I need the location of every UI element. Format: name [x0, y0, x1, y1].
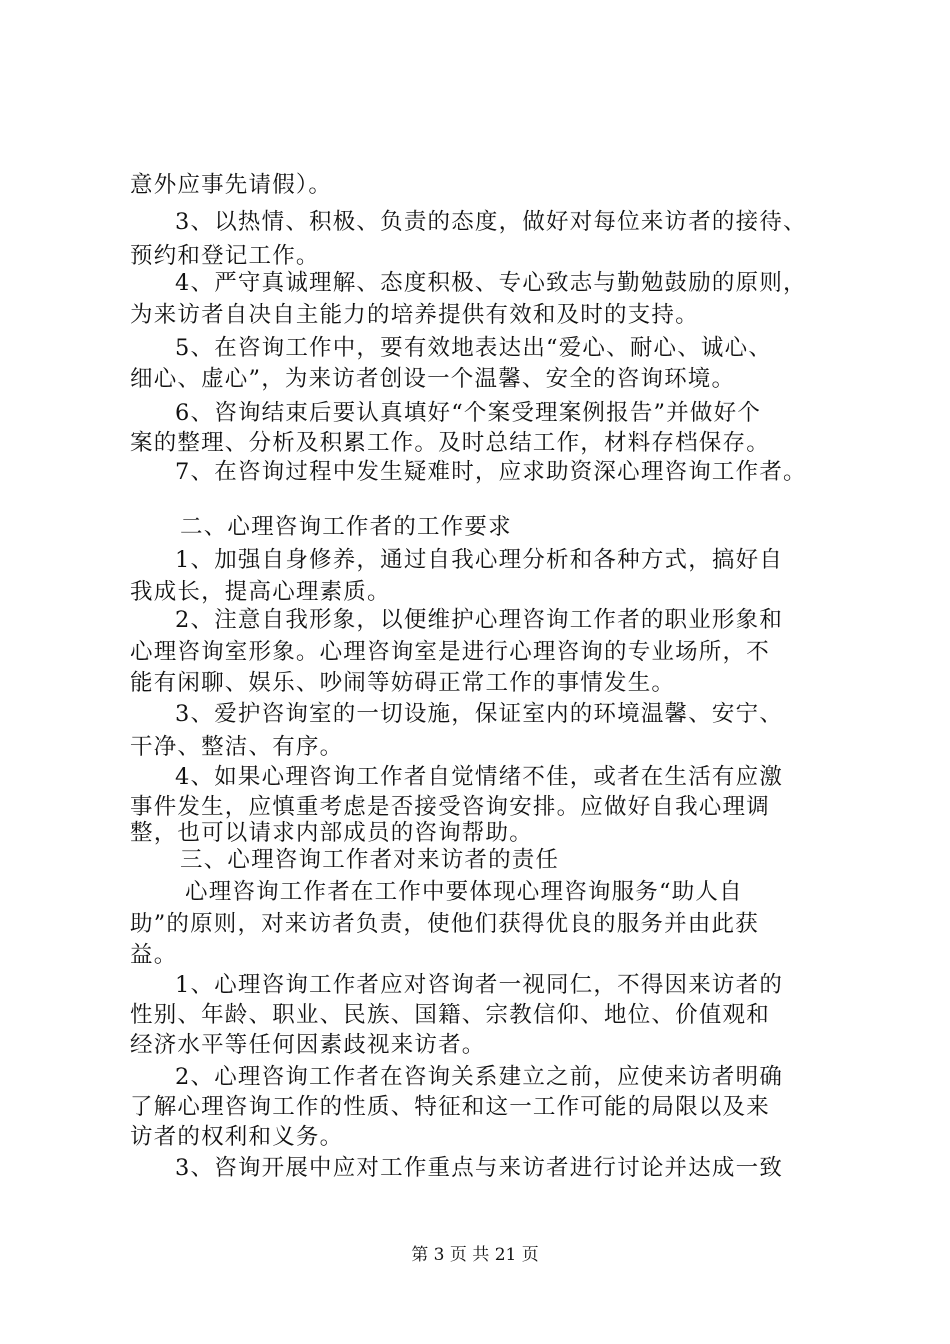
text-line: 2、注意自我形象，以便维护心理咨询工作者的职业形象和 [175, 607, 784, 633]
text-line: 心理咨询室形象。心理咨询室是进行心理咨询的专业场所，不 [130, 639, 770, 665]
text-line: 了解心理咨询工作的性质、特征和这一工作可能的局限以及来 [130, 1094, 770, 1120]
text-line: 干净、整洁、有序。 [130, 734, 344, 760]
text-line: 整，也可以请求内部成员的咨询帮助。 [130, 820, 533, 846]
text-line: 事件发生，应慎重考虑是否接受咨询安排。应做好自我心理调 [130, 794, 770, 820]
text-line: 7、在咨询过程中发生疑难时，应求助资深心理咨询工作者。 [175, 459, 807, 485]
text-line: 5、在咨询工作中，要有效地表达出“爱心、耐心、诚心、 [175, 335, 773, 361]
text-line: 4、严守真诚理解、态度积极、专心致志与勤勉鼓励的原则， [175, 270, 807, 296]
section-heading: 二、心理咨询工作者的工作要求 [180, 514, 512, 540]
text-line: 益。 [130, 942, 178, 968]
text-line: 心理咨询工作者在工作中要体现心理咨询服务“助人自 [185, 879, 743, 905]
text-line: 细心、虚心”，为来访者创设一个温馨、安全的咨询环境。 [130, 366, 736, 392]
text-line: 3、爱护咨询室的一切设施，保证室内的环境温馨、安宁、 [175, 701, 784, 727]
text-line: 能有闲聊、娱乐、吵闹等妨碍正常工作的事情发生。 [130, 670, 676, 696]
text-line: 2、心理咨询工作者在咨询关系建立之前，应使来访者明确 [175, 1064, 784, 1090]
section-heading: 三、心理咨询工作者对来访者的责任 [180, 847, 560, 873]
text-line: 我成长，提高心理素质。 [130, 579, 391, 605]
text-line: 经济水平等任何因素歧视来访者。 [130, 1032, 486, 1058]
text-line: 3、咨询开展中应对工作重点与来访者进行讨论并达成一致 [175, 1155, 784, 1181]
text-line: 预约和登记工作。 [130, 243, 320, 269]
text-line: 助”的原则，对来访者负责，使他们获得优良的服务并由此获 [130, 911, 759, 937]
text-line: 意外应事先请假）。 [130, 172, 333, 198]
text-line: 3、以热情、积极、负责的态度，做好对每位来访者的接待、 [175, 209, 807, 235]
text-line: 案的整理、分析及积累工作。及时总结工作，材料存档保存。 [130, 430, 770, 456]
text-line: 性别、年龄、职业、民族、国籍、宗教信仰、地位、价值观和 [130, 1002, 770, 1028]
text-line: 1、心理咨询工作者应对咨询者一视同仁，不得因来访者的 [175, 972, 784, 998]
text-line: 为来访者自决自主能力的培养提供有效和及时的支持。 [130, 302, 699, 328]
text-line: 访者的权利和义务。 [130, 1124, 344, 1150]
text-line: 1、加强自身修养，通过自我心理分析和各种方式，搞好自 [175, 547, 784, 573]
text-line: 4、如果心理咨询工作者自觉情绪不佳，或者在生活有应激 [175, 764, 784, 790]
page-number-footer: 第 3 页 共 21 页 [411, 1245, 539, 1265]
text-line: 6、咨询结束后要认真填好“个案受理案例报告”并做好个 [175, 400, 762, 426]
